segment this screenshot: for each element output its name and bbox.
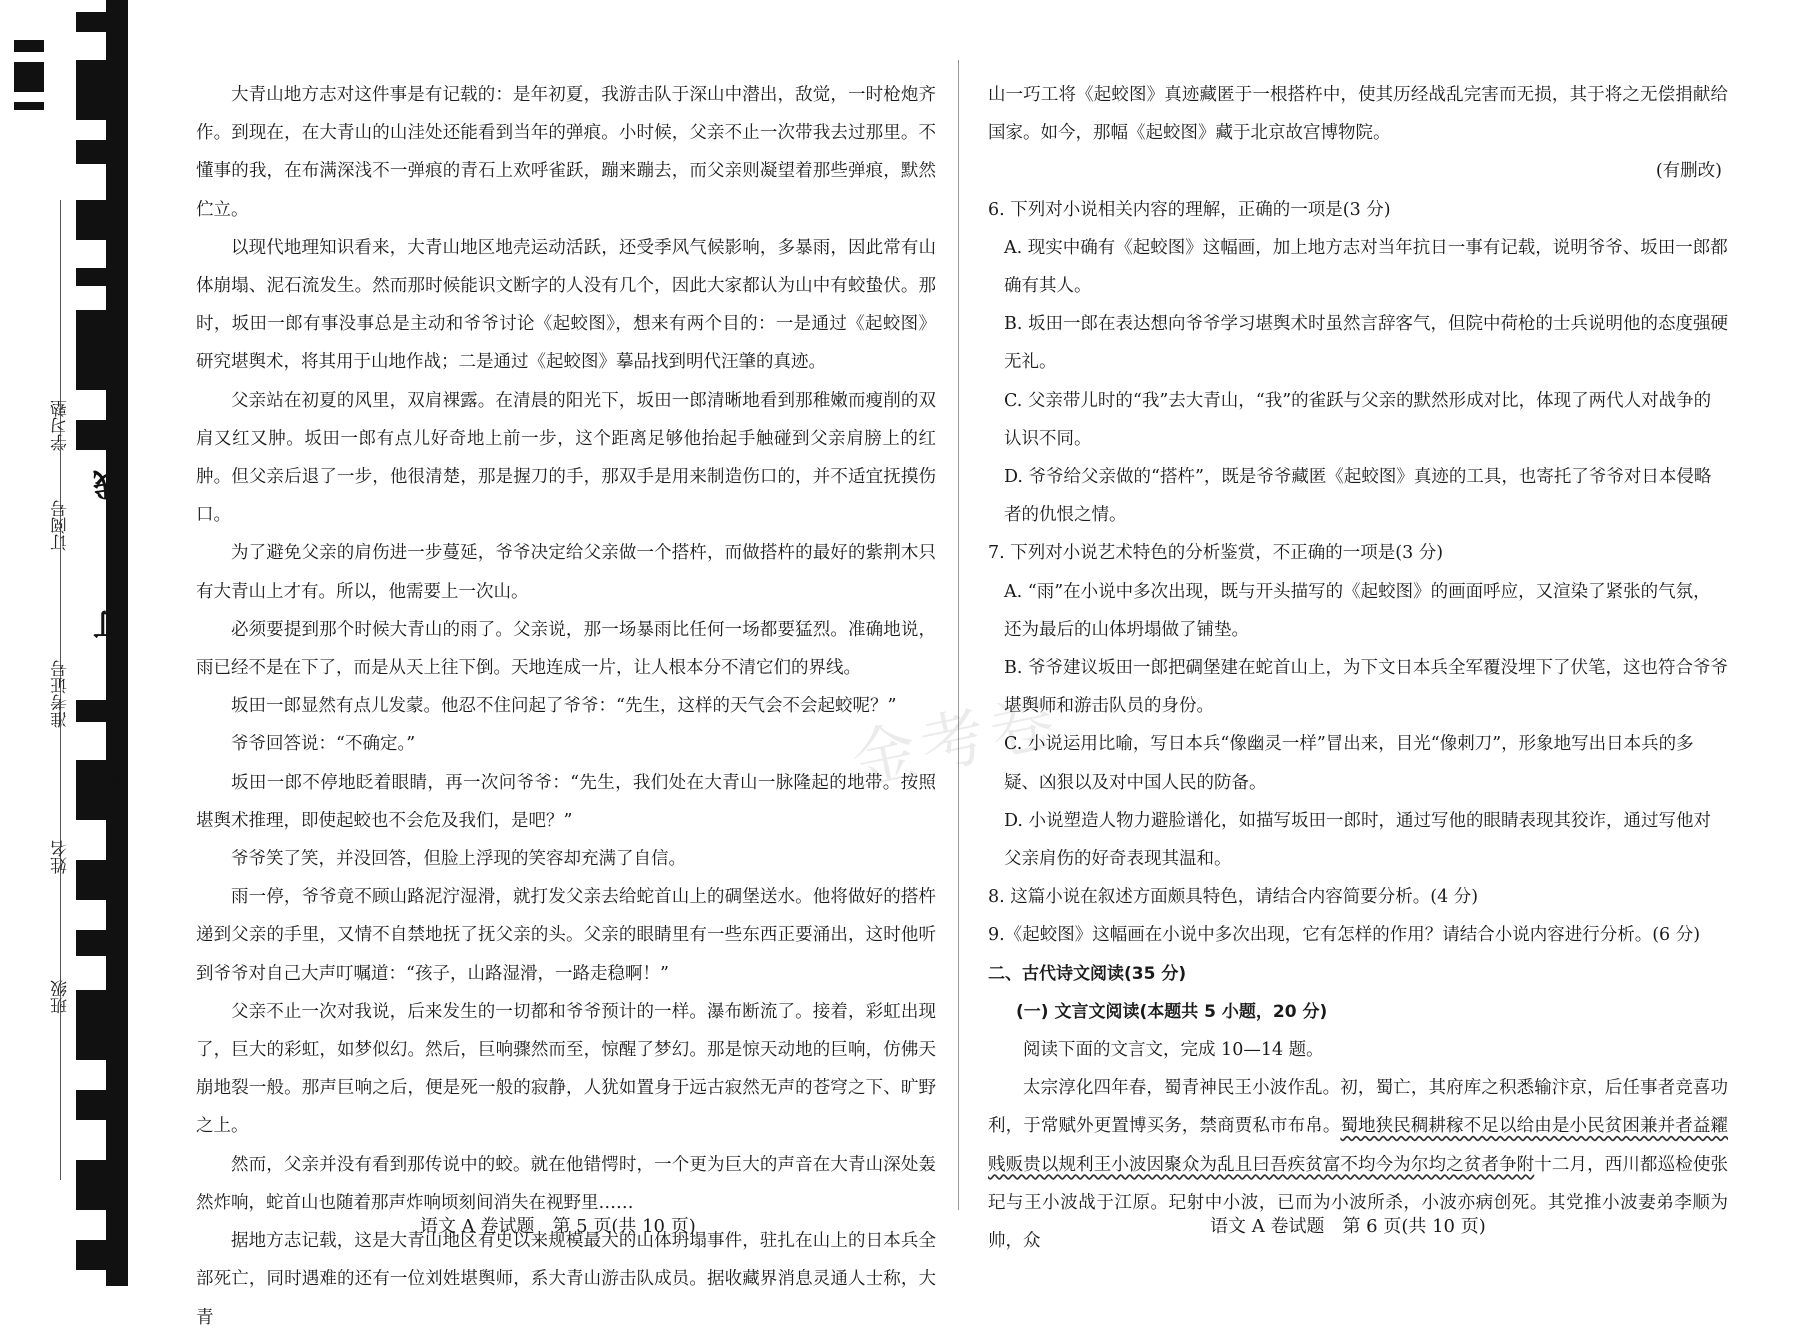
- question-6: 6. 下列对小说相关内容的理解，正确的一项是(3 分): [988, 199, 1391, 220]
- option: C. 父亲带儿时的“我”去大青山，“我”的雀跃与父亲的默然形成对比，体现了两代人对战争的认识不同。: [1004, 390, 1712, 449]
- paragraph: 然而，父亲并没有看到那传说中的蛟。就在他错愕时，一个更为巨大的声音在大青山深处轰然炸响，蛇首山也随着那声炸响顷刻间消失在视野里……: [196, 1154, 936, 1213]
- option: D. 爷爷给父亲做的“搭杵”，既是爷爷藏匿《起蛟图》真迹的工具，也寄托了爷爷对日本侵略者的仇恨之情。: [1004, 467, 1712, 526]
- binding-bar: [76, 12, 128, 32]
- label-subscribe: 订阅号: [51, 500, 71, 551]
- question-7: 7. 下列对小说艺术特色的分析鉴赏，不正确的一项是(3 分): [988, 543, 1444, 564]
- binding-bar: [76, 990, 128, 1060]
- char-zhuang: 装: [94, 760, 129, 790]
- binding-bar: [76, 310, 128, 390]
- paragraph: 坂田一郎不停地眨着眼睛，再一次问爷爷：“先生，我们处在大青山一脉隆起的地带。按照堪舆术推理，即使起蛟也不会危及我们，是吧？”: [196, 772, 936, 831]
- option: A. “雨”在小说中多次出现，既与开头描写的《起蛟图》的画面呼应，又渲染了紧张的气氛，还为最后的山体坍塌做了铺垫。: [1004, 581, 1711, 640]
- binding-bar: [14, 62, 44, 92]
- label-name: 姓名: [51, 840, 71, 874]
- label-class: 班级: [51, 980, 71, 1014]
- column-divider: [958, 60, 959, 1210]
- paragraph-continuation: 山一巧工将《起蛟图》真迹藏匿于一根搭杵中，使其历经战乱完害而无损，其于将之无偿捐献给国家。如今，那幅《起蛟图》藏于北京故宫博物院。: [988, 85, 1728, 144]
- left-column: [196, 76, 936, 1337]
- watermark: 金考卷: [845, 683, 1067, 800]
- paragraph: 为了避免父亲的肩伤进一步蔓延，爷爷决定给父亲做一个搭杵，而做搭杵的最好的紫荆木只有大青山上才有。所以，他需要上一次山。: [196, 543, 936, 602]
- option: D. 小说塑造人物力避脸谱化，如描写坂田一郎时，通过写他的眼睛表现其狡诈，通过写他对父亲肩伤的好奇表现其温和。: [1004, 810, 1712, 870]
- paragraph: 雨一停，爷爷竟不顾山路泥泞湿滑，就打发父亲去给蛇首山上的碉堡送水。他将做好的搭杵递到父亲的手里，又情不自禁地抚了抚父亲的头。父亲的眼睛里有一些东西正要涌出，这时他听到爷爷对自己大声叮嘱道：“孩子，山路湿滑，一路走稳啊！”: [196, 887, 936, 984]
- question-8: 8. 这篇小说在叙述方面颇具特色，请结合内容简要分析。(4 分): [988, 887, 1479, 908]
- binding-bar: [76, 1240, 128, 1270]
- option: B. 爷爷建议坂田一郎把碉堡建在蛇首山上，为下文日本兵全军覆没埋下了伏笔，这也符合爷爷堪舆师和游击队员的身份。: [1004, 658, 1728, 717]
- binding-bar: [76, 860, 128, 900]
- paragraph: 父亲站在初夏的风里，双肩裸露。在清晨的阳光下，坂田一郎清晰地看到那稚嫩而瘦削的双肩又红又肿。坂田一郎有点儿好奇地上前一步，这个距离足够他抬起手触碰到父亲肩膀上的红肿。但父亲后退了一步，他很清楚，那是握刀的手，那双手是用来制造伤口的，并不适宜抚摸伤口。: [196, 390, 936, 526]
- binding-bar: [76, 1090, 128, 1120]
- binding-bar: [76, 268, 128, 286]
- option: C. 小说运用比喻，写日本兵“像幽灵一样”冒出来，目光“像刺刀”，形象地写出日本兵的多疑、凶狠以及对中国人民的防备。: [1004, 734, 1694, 793]
- paragraph: 以现代地理知识看来，大青山地区地壳运动活跃，还受季风气候影响，多暴雨，因此常有山体崩塌、泥石流发生。然而那时候能识文断字的人没有几个，因此大家都认为山中有蛟蛰伏。那时，坂田一郎有事没事总是主动和爷爷讨论《起蛟图》，想来有两个目的：一是通过《起蛟图》研究堪舆术，将其用于山地作战；二是通过《起蛟图》摹品找到明代汪肇的真迹。: [196, 237, 936, 373]
- paragraph: 据地方志记载，这是大青山地区有史以来规模最大的山体坍塌事件，驻扎在山上的日本兵全部死亡，同时遇难的还有一位刘姓堪舆师，系大青山游击队成员。据收藏界消息灵通人士称，大青: [196, 1231, 936, 1328]
- section-heading: 二、古代诗文阅读(35 分): [988, 963, 1187, 984]
- binding-bar: [76, 60, 128, 120]
- binding-strip: [0, 0, 140, 1286]
- option: A. 现实中确有《起蛟图》这幅画，加上地方志对当年抗日一事有记载，说明爷爷、坂田一郎都确有其人。: [1004, 237, 1728, 297]
- binding-bar: [76, 200, 128, 240]
- subsection-heading: (一) 文言文阅读(本题共 5 小题，20 分): [1016, 1001, 1328, 1022]
- paragraph: 爷爷回答说：“不确定。”: [231, 734, 416, 755]
- paragraph: 父亲不止一次对我说，后来发生的一切都和爷爷预计的一样。瀑布断流了。接着，彩虹出现了，巨大的彩虹，如梦似幻。然后，巨响骤然而至，惊醒了梦幻。那是惊天动地的巨响，仿佛天崩地裂一般。那声巨响之后，便是死一般的寂静，人犹如置身于远古寂然无声的苍穹之下、旷野之上。: [196, 1001, 936, 1137]
- question-9: 9.《起蛟图》这幅画在小说中多次出现，它有怎样的作用？请结合小说内容进行分析。(6 分): [988, 925, 1701, 946]
- char-ding: 订: [94, 610, 129, 640]
- paragraph: 大青山地方志对这件事是有记载的：是年初夏，我游击队于深山中潜出，敌觉，一时枪炮齐作。到现在，在大青山的山洼处还能看到当年的弹痕。小时候，父亲不止一次带我去过那里。不懂事的我，在布满深浅不一弹痕的青石上欢呼雀跃，蹦来蹦去，而父亲则凝望着那些弹痕，默然伫立。: [196, 85, 936, 220]
- binding-bar: [76, 420, 128, 450]
- paragraph: 爷爷笑了笑，并没回答，但脸上浮现的笑容却充满了自信。: [231, 849, 686, 870]
- binding-bar: [14, 40, 44, 52]
- paragraph: 坂田一郎显然有点儿发蒙。他忍不住问起了爷爷：“先生，这样的天气会不会起蛟呢？”: [231, 696, 897, 717]
- char-xian: 线: [94, 470, 129, 500]
- classical-text-part: 十二月，西川都巡检使张玘与王小波战于江原。玘射中小波，已而为小波所杀，小波亦病创死。其党推小波妻弟李顺为帅，众: [988, 1154, 1729, 1252]
- page-footer-left: 语文 A 卷试题 第 5 页(共 10 页): [420, 1216, 696, 1237]
- binding-bar: [76, 1160, 128, 1210]
- label-school: 学习塾: [51, 400, 71, 451]
- binding-bar: [14, 102, 44, 110]
- classical-wavy-underlined: 蜀地狭民稠耕稼不足以给由是小民贫困兼并者益糴贱贩贵以规利王小波因聚众为乱且曰吾疾贫富不均今为尔均之贫者争附: [988, 1116, 1728, 1175]
- classical-text-part: 太宗淳化四年春，蜀青神民王小波作乱。初，蜀亡，其府库之积悉输汴京，后任事者竞喜功利，于常赋外更置博买务，禁商贾私市布帛。: [988, 1078, 1728, 1137]
- instruction: 阅读下面的文言文，完成 10—14 题。: [1023, 1040, 1324, 1061]
- label-exam-no: 准考证号: [51, 660, 71, 728]
- binding-bar: [76, 930, 128, 956]
- option: B. 坂田一郎在表达想向爷爷学习堪舆术时虽然言辞客气，但院中荷枪的士兵说明他的态度强硬无礼。: [1004, 314, 1728, 373]
- binding-bar: [76, 700, 128, 722]
- paragraph: 必须要提到那个时候大青山的雨了。父亲说，那一场暴雨比任何一场都要猛烈。准确地说，雨已经不是在下了，而是从天上往下倒。天地连成一片，让人根本分不清它们的界线。: [196, 619, 936, 679]
- binding-bar: [76, 140, 128, 164]
- right-column: [988, 76, 1728, 1260]
- edit-note: (有删改): [1655, 161, 1722, 182]
- page-footer-right: 语文 A 卷试题 第 6 页(共 10 页): [1210, 1216, 1486, 1237]
